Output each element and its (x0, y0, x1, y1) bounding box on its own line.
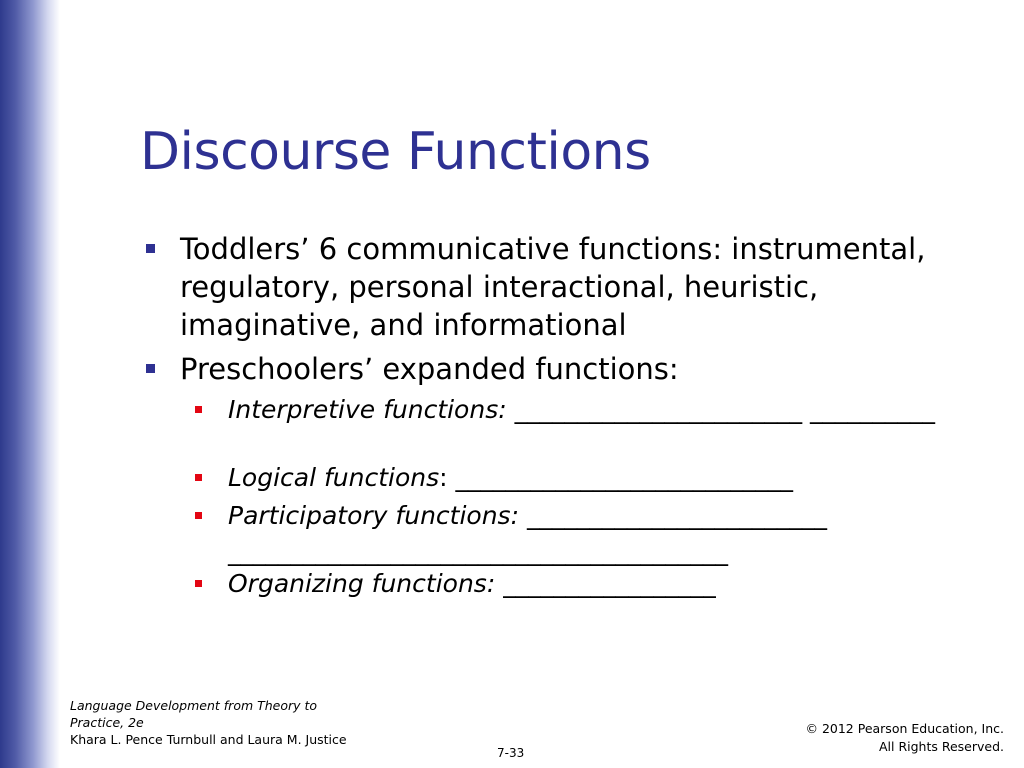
sub-bullet-label: Participatory functions: (228, 501, 519, 530)
sub-bullet-label: Logical functions (228, 463, 440, 492)
square-bullet-icon (195, 406, 202, 413)
footer-book-info (70, 697, 370, 748)
bullet-item-toddlers (180, 230, 980, 344)
footer-copyright (805, 720, 1004, 756)
slide-title: Discourse Functions (140, 122, 651, 182)
fill-in-blank: ________________________ ________________________________________ (228, 501, 827, 566)
copyright-text: © 2012 Pearson Education, Inc. (805, 721, 1004, 736)
sub-bullet-separator: : (439, 463, 448, 492)
sub-bullet-organizing (228, 566, 948, 602)
fill-in-blank: _________________ (495, 569, 716, 598)
rights-text: All Rights Reserved. (878, 739, 1004, 754)
square-bullet-icon (146, 244, 155, 253)
sub-bullet-participatory (228, 498, 948, 570)
sub-bullet-logical (228, 460, 948, 496)
sub-bullet-interpretive (228, 392, 948, 428)
square-bullet-icon (195, 512, 202, 519)
fill-in-blank: ___________________________ (447, 463, 794, 492)
square-bullet-icon (146, 364, 155, 373)
bullet-text: Toddlers’ 6 communicative functions: instrumental, regulatory, personal interactional, heuristic, imaginative, and informational (180, 232, 926, 342)
square-bullet-icon (195, 474, 202, 481)
bullet-item-preschoolers (180, 350, 980, 388)
sub-bullet-label: Interpretive functions: (228, 395, 507, 424)
page-number: 7-33 (497, 746, 525, 760)
sub-bullet-label: Organizing functions: (228, 569, 496, 598)
bullet-text: Preschoolers’ expanded functions: (180, 352, 679, 386)
fill-in-blank: _______________________ __________ (506, 395, 936, 424)
square-bullet-icon (195, 580, 202, 587)
footer-authors: Khara L. Pence Turnbull and Laura M. Justice (70, 732, 347, 747)
footer-book-title: Language Development from Theory to Practice, 2e (70, 698, 318, 730)
